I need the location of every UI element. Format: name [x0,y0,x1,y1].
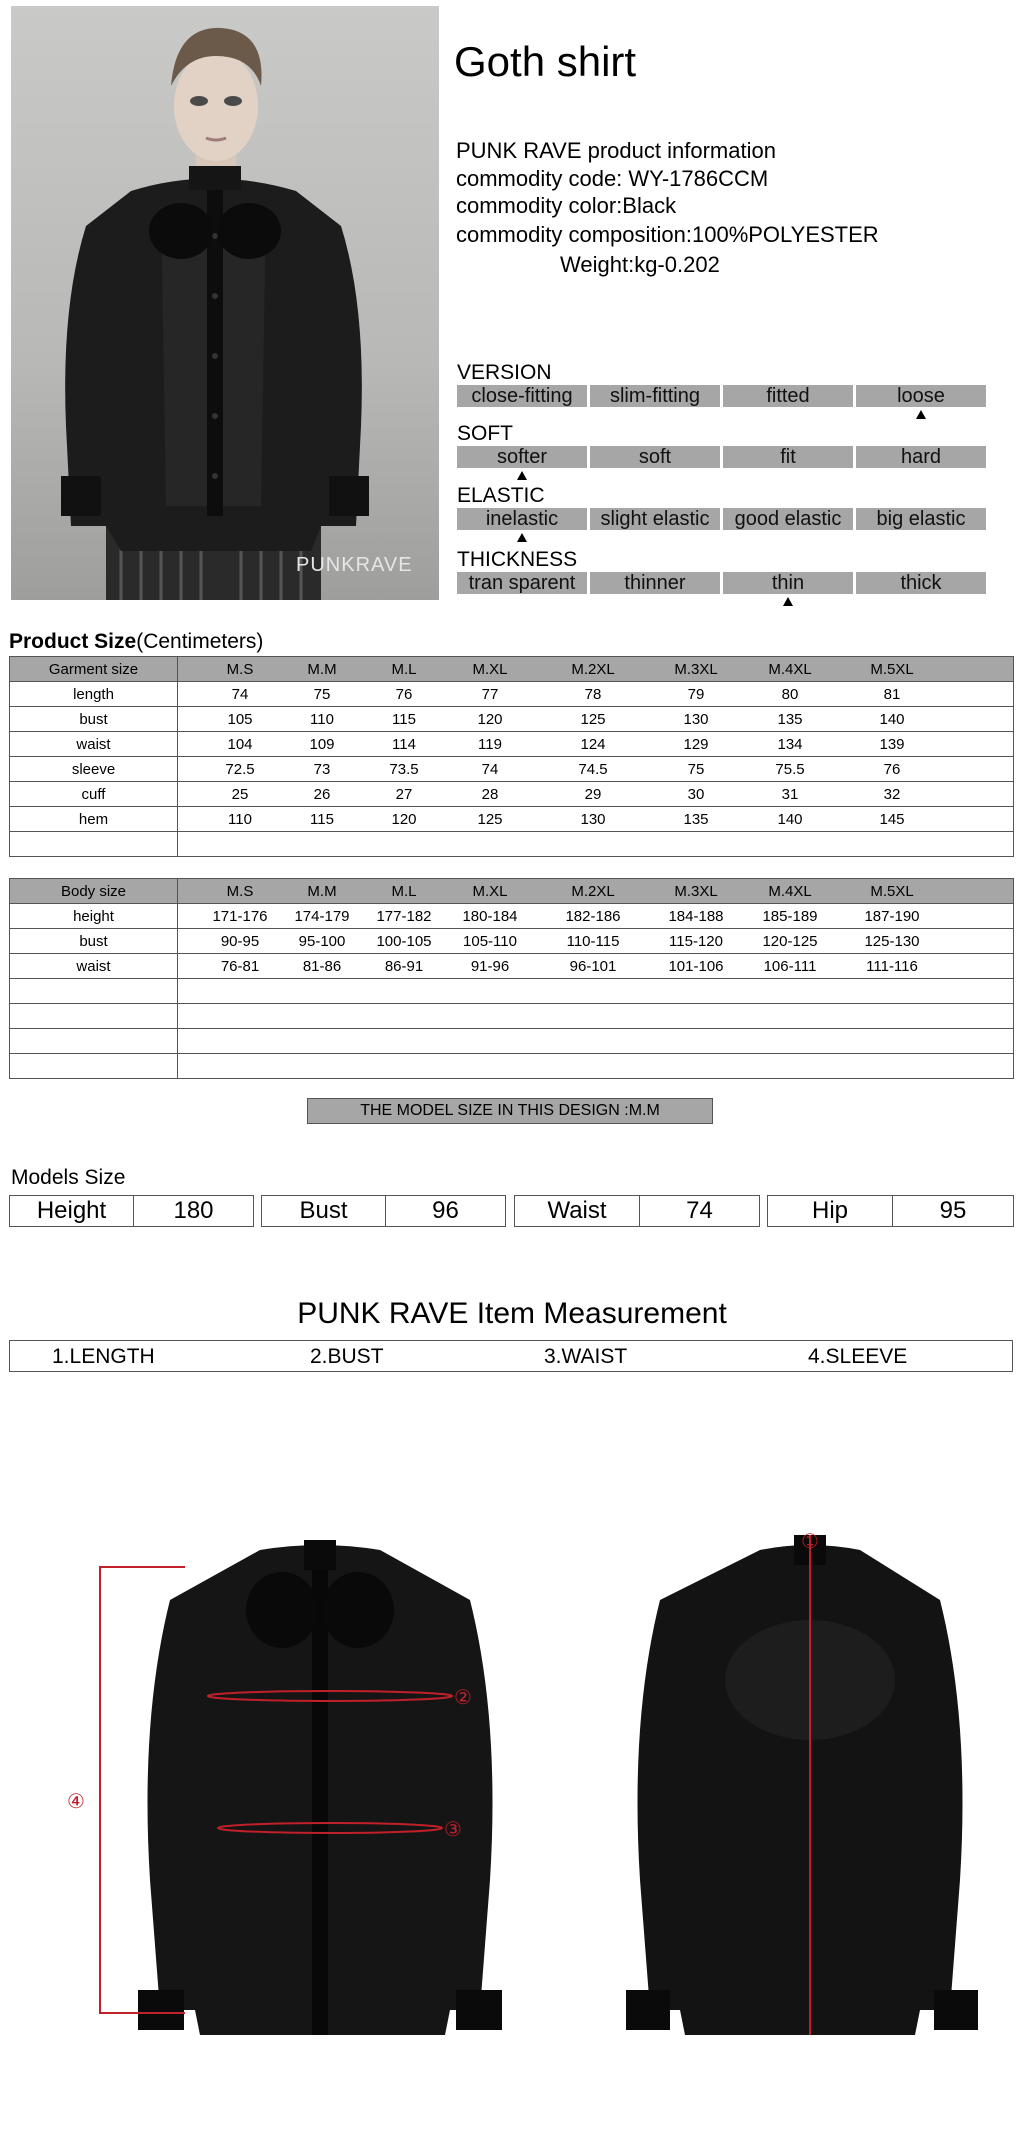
weight-row [560,252,720,278]
thickness-option: thick [856,572,986,594]
size-value-cell: 139 [879,736,905,753]
size-value-cell: 72.5 [225,761,255,778]
size-value-cell: 86-91 [384,958,424,975]
size-value-cell: 90-95 [220,933,260,950]
model-bust-box [261,1195,506,1227]
size-value-cell: 28 [481,786,499,803]
size-value-cell: 109 [309,736,335,753]
row-label [10,1029,178,1054]
composition-label: commodity composition: [456,222,692,247]
row-label [10,832,178,857]
version-option: loose [856,385,986,407]
commodity-composition-row [456,222,879,248]
soft-option: fit [723,446,853,468]
size-value-cell: 110 [228,811,252,828]
model-measure-label: Waist [515,1196,640,1226]
model-figure [11,6,439,600]
size-value-cell: 78 [584,686,602,703]
size-column-header: M.M [307,883,337,900]
size-column-header: M.4XL [768,883,812,900]
size-column-header: M.S [226,883,254,900]
size-column-header: M.S [226,661,254,678]
body-row [10,1029,1014,1054]
size-value-cell: 76 [395,686,413,703]
size-value-cell: 115-120 [669,933,723,950]
size-value-cell: 74 [231,686,249,703]
size-value-cell: 30 [687,786,705,803]
size-value-cell: 76-81 [220,958,260,975]
product-size-title [9,630,263,654]
row-values [178,807,1014,832]
size-value-cell: 91-96 [470,958,510,975]
size-value-cell: 140 [879,711,905,728]
row-label: bust [10,929,178,954]
garment-size-headers [178,657,1014,682]
row-values [178,757,1014,782]
row-label: hem [10,807,178,832]
version-scale [457,385,986,407]
version-option: close-fitting [457,385,587,407]
row-label: length [10,682,178,707]
soft-option: soft [590,446,720,468]
size-value-cell: 182-186 [565,908,621,925]
size-value-cell: 106-111 [763,958,817,975]
size-value-cell: 105 [227,711,253,728]
size-value-cell: 32 [883,786,901,803]
row-values [178,1054,1014,1079]
elastic-option: good elastic [723,508,853,530]
color-label: commodity color: [456,193,623,218]
row-values [178,979,1014,1004]
size-column-header: M.4XL [768,661,812,678]
elastic-scale [457,508,986,530]
size-value-cell: 76 [883,761,901,778]
product-size-heading: Product Size [9,630,137,653]
product-size-unit: (Centimeters) [136,630,264,653]
row-values [178,954,1014,979]
body-size-table [9,878,1014,1079]
garment-row [10,682,1014,707]
elastic-option: big elastic [856,508,986,530]
measure-item-waist: 3.WAIST [544,1345,628,1368]
size-column-header: M.3XL [674,883,718,900]
garment-row [10,732,1014,757]
thickness-scale [457,572,986,594]
measure-item-bust: 2.BUST [310,1345,384,1368]
models-size-title: Models Size [11,1166,126,1189]
size-value-cell: 75 [313,686,331,703]
shirt-measurement-diagram [60,1520,1020,2040]
marker-bust: ② [454,1685,472,1709]
size-value-cell: 110 [310,711,334,728]
size-value-cell: 74.5 [578,761,608,778]
thickness-heading: THICKNESS [457,548,578,571]
code-label: commodity code: [456,166,623,191]
body-header-row [10,879,1014,904]
size-value-cell: 120-125 [762,933,818,950]
size-column-header: M.5XL [870,883,914,900]
model-hip-box [767,1195,1014,1227]
size-value-cell: 120 [477,711,503,728]
size-value-cell: 145 [879,811,905,828]
size-value-cell: 101-106 [668,958,724,975]
garment-row [10,707,1014,732]
size-value-cell: 110-115 [566,933,620,950]
size-value-cell: 135 [777,711,803,728]
measurement-legend [9,1340,1013,1372]
model-waist-box [514,1195,760,1227]
color-value: Black [622,193,677,218]
body-row [10,979,1014,1004]
version-option: slim-fitting [590,385,720,407]
size-value-cell: 180-184 [462,908,518,925]
size-value-cell: 129 [683,736,709,753]
photo-watermark: PUNKRAVE [296,554,413,576]
size-value-cell: 120 [391,811,417,828]
size-column-header: M.L [391,661,417,678]
shirt-back-view [626,1535,978,2035]
size-column-header: M.M [307,661,337,678]
size-value-cell: 177-182 [376,908,432,925]
size-value-cell: 171-176 [212,908,268,925]
weight-label: Weight: [560,252,635,277]
size-value-cell: 185-189 [762,908,818,925]
body-row [10,929,1014,954]
version-selected-marker [916,410,926,419]
body-row [10,1004,1014,1029]
shirt-front-view [138,1540,502,2035]
size-value-cell: 80 [781,686,799,703]
garment-row [10,782,1014,807]
row-values [178,732,1014,757]
row-values [178,1004,1014,1029]
size-value-cell: 124 [580,736,606,753]
size-value-cell: 140 [777,811,803,828]
model-photo [11,6,439,600]
body-size-headers [178,879,1014,904]
size-value-cell: 174-179 [294,908,350,925]
row-values [178,929,1014,954]
model-measure-value: 95 [939,1197,967,1224]
size-value-cell: 29 [584,786,602,803]
size-value-cell: 73 [313,761,331,778]
model-measure-value: 180 [173,1197,214,1224]
soft-selected-marker [517,471,527,480]
row-values [178,782,1014,807]
body-row [10,954,1014,979]
body-row [10,1054,1014,1079]
row-label [10,979,178,1004]
row-label: waist [10,954,178,979]
size-value-cell: 25 [231,786,249,803]
row-label: height [10,904,178,929]
soft-heading: SOFT [457,422,513,445]
info-heading: PUNK RAVE product information [456,138,776,163]
size-value-cell: 187-190 [864,908,920,925]
model-measure-label: Hip [768,1196,893,1226]
marker-length: ① [801,1529,819,1553]
product-title: Goth shirt [454,38,637,85]
body-header-label: Body size [10,879,178,904]
row-label [10,1054,178,1079]
size-value-cell: 75 [687,761,705,778]
model-height-box [9,1195,254,1227]
measure-item-length: 1.LENGTH [52,1345,155,1368]
size-column-header: M.L [391,883,417,900]
garment-header-row [10,657,1014,682]
measurement-title: PUNK RAVE Item Measurement [297,1297,727,1330]
thickness-selected-marker [783,597,793,606]
size-value-cell: 74 [481,761,499,778]
soft-scale [457,446,986,468]
garment-row [10,757,1014,782]
elastic-option: inelastic [457,508,587,530]
size-value-cell: 184-188 [668,908,724,925]
size-value-cell: 79 [687,686,705,703]
size-column-header: M.3XL [674,661,718,678]
size-value-cell: 81 [883,686,901,703]
garment-row [10,832,1014,857]
size-value-cell: 111-116 [866,958,918,975]
row-values [178,832,1014,857]
thickness-option: tran sparent [457,572,587,594]
model-measure-value: 74 [686,1197,713,1224]
size-value-cell: 134 [777,736,803,753]
composition-value: 100%POLYESTER [691,222,879,247]
marker-waist: ③ [444,1817,462,1841]
soft-option: softer [457,446,587,468]
size-value-cell: 81-86 [302,958,342,975]
model-measure-label: Bust [262,1196,386,1226]
version-heading: VERSION [457,361,552,384]
size-value-cell: 130 [580,811,606,828]
size-value-cell: 31 [781,786,799,803]
version-option: fitted [723,385,853,407]
size-value-cell: 115 [310,811,334,828]
row-values [178,682,1014,707]
size-value-cell: 125-130 [864,933,920,950]
row-label: bust [10,707,178,732]
model-measure-label: Height [10,1196,134,1226]
size-value-cell: 100-105 [376,933,432,950]
size-column-header: M.2XL [571,661,615,678]
model-measure-value: 96 [432,1197,459,1224]
row-values [178,1029,1014,1054]
size-value-cell: 96-101 [569,958,617,975]
size-value-cell: 73.5 [389,761,419,778]
size-value-cell: 125 [477,811,503,828]
row-label: cuff [10,782,178,807]
soft-option: hard [856,446,986,468]
elastic-heading: ELASTIC [457,484,545,507]
size-column-header: M.2XL [571,883,615,900]
row-label: waist [10,732,178,757]
commodity-color-row [456,193,676,219]
garment-header-label: Garment size [10,657,178,682]
size-column-header: M.XL [472,883,508,900]
elastic-selected-marker [517,533,527,542]
row-label [10,1004,178,1029]
row-values [178,707,1014,732]
thickness-option: thinner [590,572,720,594]
measure-item-sleeve: 4.SLEEVE [808,1345,908,1368]
size-value-cell: 27 [395,786,413,803]
weight-value: kg-0.202 [634,252,720,277]
marker-sleeve: ④ [67,1789,85,1813]
garment-row [10,807,1014,832]
size-value-cell: 104 [227,736,253,753]
row-values [178,904,1014,929]
size-value-cell: 26 [313,786,331,803]
size-value-cell: 77 [481,686,499,703]
garment-size-table [9,656,1014,857]
code-value: WY-1786CCM [628,166,769,191]
size-value-cell: 125 [580,711,606,728]
size-value-cell: 130 [683,711,709,728]
size-value-cell: 119 [478,736,502,753]
size-value-cell: 105-110 [463,933,517,950]
size-value-cell: 114 [392,736,416,753]
size-value-cell: 135 [683,811,709,828]
size-value-cell: 75.5 [775,761,805,778]
commodity-code-row [456,166,768,192]
size-column-header: M.XL [472,661,508,678]
size-value-cell: 115 [392,711,416,728]
row-label: sleeve [10,757,178,782]
body-row [10,904,1014,929]
size-column-header: M.5XL [870,661,914,678]
elastic-option: slight elastic [590,508,720,530]
thickness-option: thin [723,572,853,594]
size-value-cell: 95-100 [298,933,346,950]
model-size-banner: THE MODEL SIZE IN THIS DESIGN :M.M [307,1098,713,1124]
